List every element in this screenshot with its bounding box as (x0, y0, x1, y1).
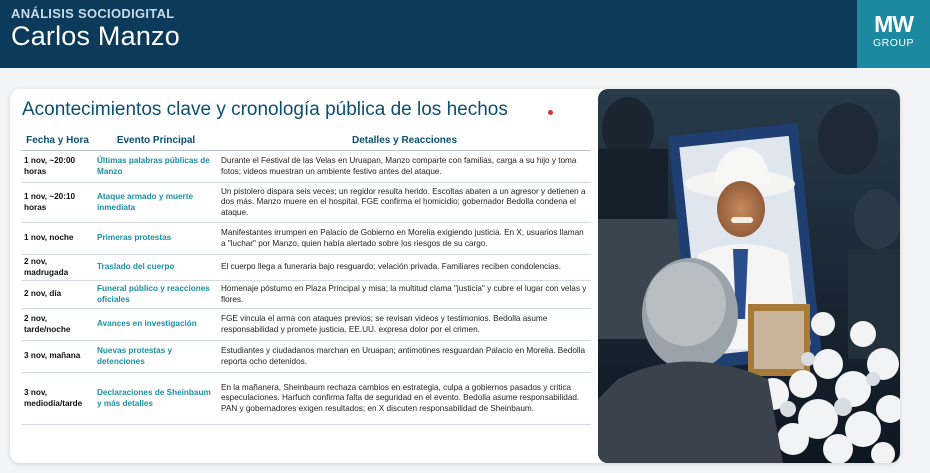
row-details: Estudiantes y ciudadanos marchan en Uruapan; antimotines resguardan Palacio en Morelia. Bedolla reporta ocho detenidos. (218, 341, 591, 373)
page-title: Carlos Manzo (11, 21, 180, 51)
row-details: Manifestantes irrumpen en Palacio de Gobierno en Morelia exigiendo justicia. En X, usuarios llaman a "luchar" por Manzo, quien había alertado sobre los riesgos de su cargo. (218, 223, 591, 255)
row-details: FGE vincula el arma con ataques previos; se revisan videos y testimonios. Bedolla asume responsabilidad y promete justicia. EE.UU. expresa dolor por el crimen. (218, 309, 591, 341)
section-title: Acontecimientos clave y cronología pública de los hechos (22, 99, 508, 120)
row-date: 1 nov, noche (21, 223, 94, 255)
row-details: En la mañanera, Sheinbaum rechaza cambios en estrategia, culpa a gobiernos pasados y critica especulaciones. Harfuch confirma falta de seguridad en el evento. Bedolla asume responsabilidad. PAN y gobernadores exigen resultados; en X discuten responsabilidad de Sheinbaum. (218, 373, 591, 425)
table-row (21, 373, 591, 425)
logo-mark: MW (874, 11, 913, 37)
row-event: Nuevas protestas y detenciones (94, 341, 218, 373)
timeline-card (10, 89, 900, 463)
logo-subtitle: GROUP (872, 37, 914, 49)
col-header-event: Evento Principal (94, 131, 218, 151)
row-date: 2 nov, día (21, 281, 94, 309)
red-dot-icon (548, 110, 553, 115)
table-header-row (21, 131, 591, 151)
row-date: 2 nov, madrugada (21, 255, 94, 281)
table-row (21, 223, 591, 255)
col-header-date: Fecha y Hora (21, 131, 94, 151)
funeral-photo (598, 89, 900, 463)
row-date: 3 nov, mediodía/tarde (21, 373, 94, 425)
company-logo (857, 0, 930, 68)
row-event: Declaraciones de Sheinbaum y más detalles (94, 373, 218, 425)
row-date: 3 nov, mañana (21, 341, 94, 373)
table-row (21, 341, 591, 373)
row-details: Durante el Festival de las Velas en Uruapan, Manzo comparte con familias, carga a su hijo y toma fotos; videos muestran un ambiente festivo antes del ataque. (218, 151, 591, 183)
row-date: 1 nov, ~20:10 horas (21, 183, 94, 223)
row-details: Homenaje póstumo en Plaza Principal y misa; la multitud clama "justicia" y cubre el lugar con velas y flores. (218, 281, 591, 309)
row-event: Ataque armado y muerte inmediata (94, 183, 218, 223)
table-row (21, 309, 591, 341)
row-event: Avances en investigación (94, 309, 218, 341)
row-event: Traslado del cuerpo (94, 255, 218, 281)
section-kicker: ANÁLISIS SOCIODIGITAL (11, 6, 175, 21)
row-event: Últimas palabras públicas de Manzo (94, 151, 218, 183)
table-row (21, 183, 591, 223)
table-row (21, 255, 591, 281)
timeline-table (21, 131, 591, 425)
row-event: Primeras protestas (94, 223, 218, 255)
table-row (21, 151, 591, 183)
row-details: El cuerpo llega a funeraria bajo resguardo; velación privada. Familiares reciben condolencias. (218, 255, 591, 281)
row-details: Un pistolero dispara seis veces; un regidor resulta herido. Escoltas abaten a un agresor y detienen a dos más. Manzo muere en el hospital. FGE confirma el homicidio; gobernador Bedolla condena el ataque. (218, 183, 591, 223)
table-row (21, 281, 591, 309)
row-date: 2 nov, tarde/noche (21, 309, 94, 341)
row-event: Funeral público y reacciones oficiales (94, 281, 218, 309)
col-header-details: Detalles y Reacciones (218, 131, 591, 151)
header-bar (0, 0, 930, 68)
row-date: 1 nov, ~20:00 horas (21, 151, 94, 183)
